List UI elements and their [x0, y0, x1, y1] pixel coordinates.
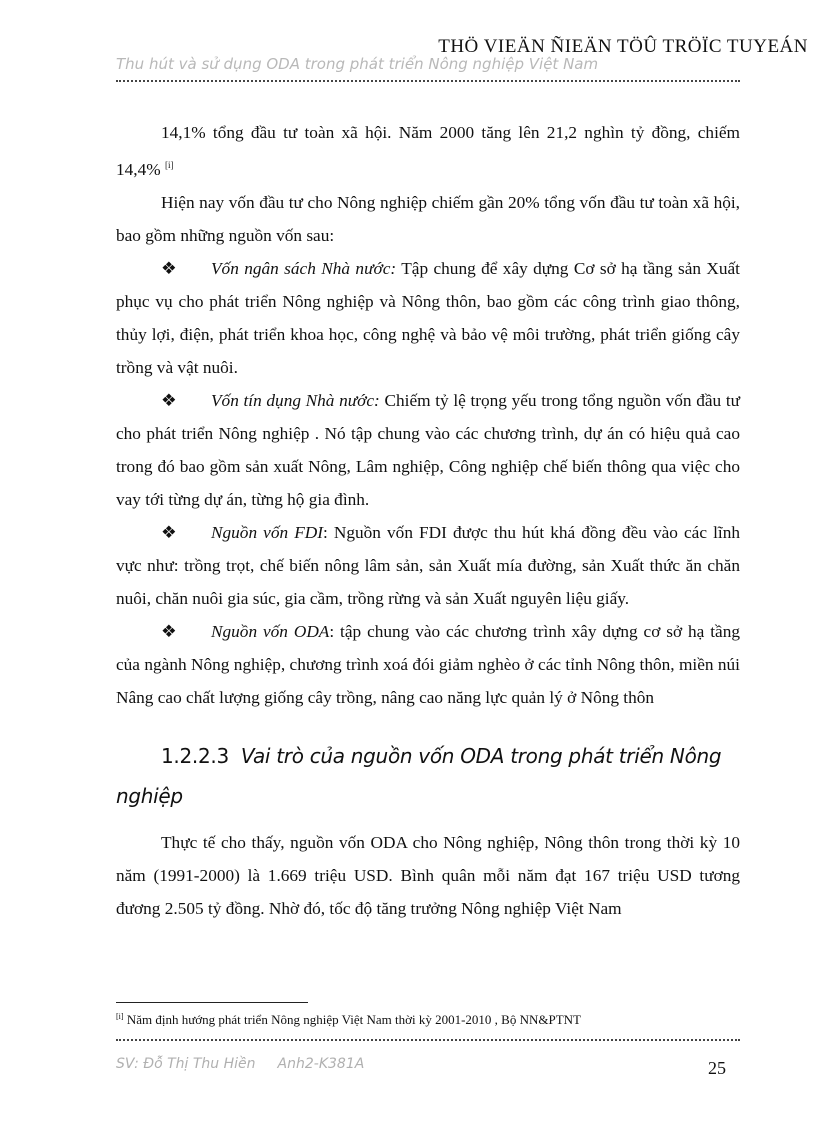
footer-author: [116, 1056, 364, 1072]
bullet-lead: Nguồn vốn ODA: [211, 622, 330, 641]
section-heading: [116, 736, 740, 816]
paragraph: Hiện nay vốn đầu tư cho Nông nghiệp chiếm gần 20% tổng vốn đầu tư toàn xã hội, bao gồm những nguồn vốn sau:: [116, 193, 740, 245]
bullet-item: [116, 384, 740, 516]
bullet-item: [116, 615, 740, 714]
bullet-item: [116, 252, 740, 384]
paragraph: [116, 116, 740, 186]
footnote-marker: [i]: [116, 1012, 124, 1021]
document-running-title: Thu hút và sử dụng ODA trong phát triển Nông nghiệp Việt Nam: [116, 55, 599, 73]
page-body: [116, 116, 740, 925]
diamond-bullet-icon: ❖: [161, 391, 177, 410]
bullet-text: : Nguồn vốn FDI được thu hút khá đồng đều vào các lĩnh vực như: trồng trọt, chế biến nông lâm sản, sản Xuất mía đường, sản Xuất thức ăn chăn nuôi, chăn nuôi gia súc, gia cầm, trồng rừng và sản Xuất nguyên liệu giấy.: [116, 523, 740, 608]
page-number: 25: [708, 1058, 726, 1078]
student-class: Anh2-K38: [277, 1056, 346, 1072]
bullet-item: [116, 516, 740, 615]
diamond-bullet-icon: ❖: [161, 622, 177, 641]
student-name: SV: Đỗ Thị Thu Hiền: [116, 1056, 256, 1072]
section-number: 1.2.2.3: [161, 744, 229, 768]
bullet-lead: Vốn tín dụng Nhà nước:: [211, 391, 380, 410]
section-title: Vai trò của nguồn vốn ODA trong phát triển Nông nghiệp: [116, 744, 722, 808]
bullet-lead: Vốn ngân sách Nhà nước:: [211, 259, 397, 278]
student-class-suffix: 1A: [345, 1056, 365, 1072]
bullet-text: Chiếm tỷ lệ trọng yếu trong tổng nguồn vốn đầu tư cho phát triển Nông nghiệp . Nó tập chung vào các chương trình, dự án có hiệu quả cao trong đó bao gồm sản xuất Nông, Lâm nghiệp, Công nghiệp chế biến thông qua việc cho vay tới từng dự án, từng hộ gia đình.: [116, 391, 740, 509]
library-header-title: THÖ VIEÄN ÑIEÄN TÖÛ TRÖÏC TUYEÁN: [438, 36, 808, 57]
footnote-separator: [116, 1002, 308, 1003]
paragraph: Thực tế cho thấy, nguồn vốn ODA cho Nông nghiệp, Nông thôn trong thời kỳ 10 năm (1991-2000) là 1.669 triệu USD. Bình quân mỗi năm đạt 167 triệu USD tương đương 2.505 tỷ đồng. Nhờ đó, tốc độ tăng trưởng Nông nghiệp Việt Nam: [116, 833, 740, 918]
header-divider: [116, 80, 740, 82]
diamond-bullet-icon: ❖: [161, 523, 177, 542]
bullet-lead: Nguồn vốn FDI: [211, 523, 324, 542]
footnote-reference[interactable]: [i]: [164, 160, 174, 170]
footnote: [116, 1012, 581, 1028]
paragraph-text: 14,1% tổng đầu tư toàn xã hội. Năm 2000 tăng lên 21,2 nghìn tỷ đồng, chiếm 14,4%: [116, 123, 740, 179]
diamond-bullet-icon: ❖: [161, 259, 177, 278]
bullet-text: : tập chung vào các chương trình xây dựng cơ sở hạ tầng của ngành Nông nghiệp, chương trình xoá đói giảm nghèo ở các tỉnh Nông thôn, miền núi Nâng cao chất lượng giống cây trồng, nâng cao năng lực quản lý ở Nông thôn: [116, 622, 740, 707]
footnote-text: Năm định hướng phát triển Nông nghiệp Việt Nam thời kỳ 2001-2010 , Bộ NN&PTNT: [126, 1012, 581, 1027]
footer-divider: [116, 1039, 740, 1041]
bullet-text: Tập chung để xây dựng Cơ sở hạ tầng sản Xuất phục vụ cho phát triển Nông nghiệp và Nông thôn, bao gồm các công trình giao thông, thủy lợi, điện, phát triển khoa học, công nghệ và bảo vệ môi trường, phát triển giống cây trồng và vật nuôi.: [116, 259, 740, 377]
